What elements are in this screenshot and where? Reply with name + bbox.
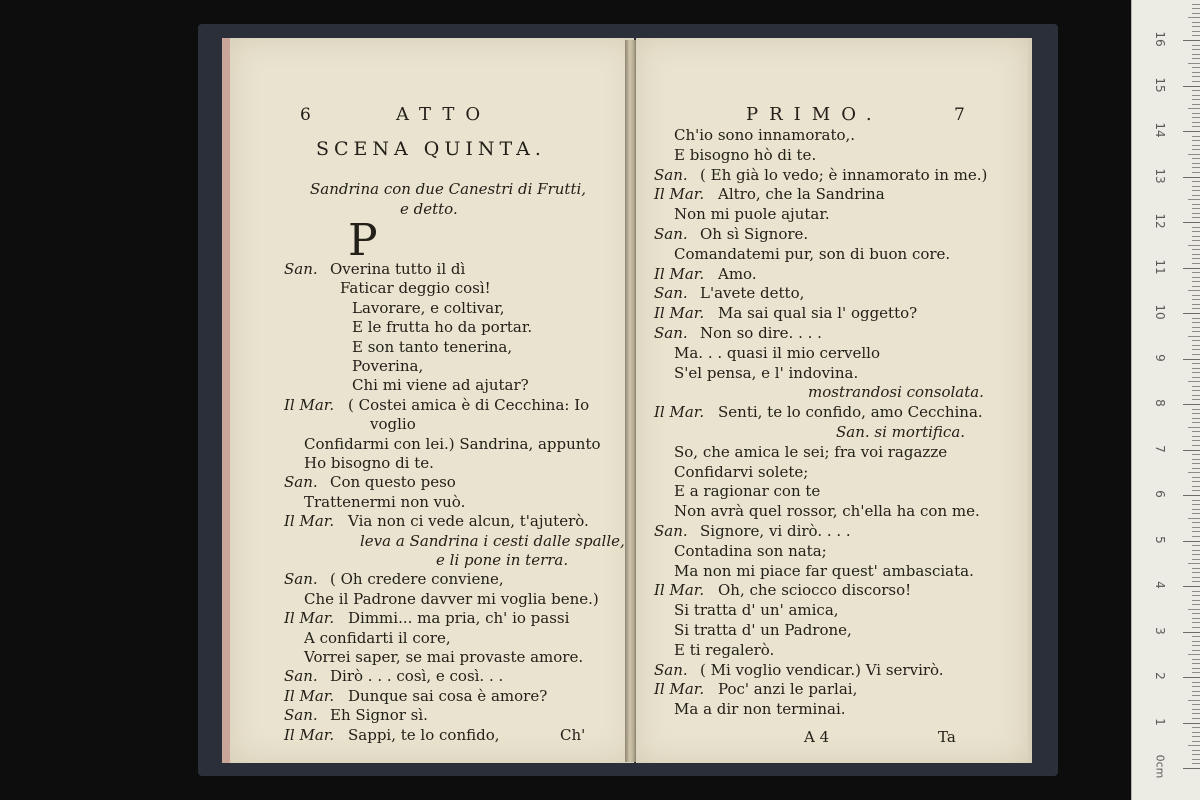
ruler-tick <box>1192 190 1200 191</box>
ruler-tick <box>1188 290 1200 291</box>
ruler-tick <box>1192 208 1200 209</box>
ruler-number: 11 <box>1153 258 1167 275</box>
speaker-label: San. <box>284 706 318 725</box>
ruler-tick <box>1188 381 1200 382</box>
verse-line: Altro, che la Sandrina <box>718 185 885 204</box>
stage-direction-line: leva a Sandrina i cesti dalle spalle, <box>360 531 625 550</box>
verse-line: ( Eh già lo vedo; è innamorato in me.) <box>700 165 988 184</box>
ruler-tick <box>1192 399 1200 400</box>
verse-line: Lavorare, e coltivar, <box>352 298 505 317</box>
stage-direction: e detto. <box>400 200 458 218</box>
verse-line: Si tratta d' un' amica, <box>674 601 839 620</box>
ruler-tick <box>1192 622 1200 623</box>
ruler-tick <box>1192 509 1200 510</box>
ruler-tick <box>1192 613 1200 614</box>
ruler-tick <box>1192 490 1200 491</box>
verse-line: Confidarmi con lei.) Sandrina, appunto <box>304 434 601 453</box>
ruler-tick <box>1188 17 1200 18</box>
verse-line: ( Costei amica è di Cecchina: Io <box>348 395 590 414</box>
verse-line: Non so dire. . . . <box>700 324 822 342</box>
speaker-label: San. <box>654 522 688 540</box>
ruler-tick <box>1192 340 1200 341</box>
verse-line: Con questo peso <box>330 473 456 492</box>
ruler-tick <box>1192 240 1200 241</box>
ruler-tick <box>1192 672 1200 673</box>
ruler-tick <box>1192 172 1200 173</box>
ruler-tick <box>1192 22 1200 23</box>
verse-line: S'el pensa, e l' indovina. <box>674 363 859 382</box>
verse-line: Comandatemi pur, son di buon core. <box>674 244 951 263</box>
ruler-tick <box>1192 645 1200 646</box>
ruler-tick <box>1192 186 1200 187</box>
right-running-head: PRIMO. <box>746 104 883 125</box>
signature-mark: A 4 <box>804 728 830 746</box>
ruler-tick <box>1188 609 1200 610</box>
ruler-tick <box>1192 750 1200 751</box>
ruler-tick <box>1192 618 1200 619</box>
ruler-tick <box>1183 268 1200 269</box>
ruler-tick <box>1192 445 1200 446</box>
ruler-tick <box>1188 518 1200 519</box>
ruler-tick <box>1192 281 1200 282</box>
ruler-tick <box>1192 545 1200 546</box>
verse-line: Dirò . . . così, e così. . . <box>330 667 504 686</box>
speaker-label: Il Mar. <box>654 304 705 323</box>
verse-line: Ma sai qual sia l' oggetto? <box>718 304 918 323</box>
speaker-label: San. <box>284 260 318 278</box>
ruler-tick <box>1192 372 1200 373</box>
ruler-tick <box>1192 709 1200 710</box>
ruler-tick <box>1192 481 1200 482</box>
ruler-tick <box>1192 668 1200 669</box>
ruler-tick <box>1192 604 1200 605</box>
ruler-tick <box>1192 45 1200 46</box>
ruler-tick <box>1192 304 1200 305</box>
ruler-number: 16 <box>1153 31 1167 47</box>
ruler-tick <box>1192 126 1200 127</box>
ruler-tick <box>1188 745 1200 746</box>
ruler-number: 2 <box>1153 672 1167 680</box>
ruler-tick <box>1192 263 1200 264</box>
ruler-tick <box>1192 454 1200 455</box>
ruler-tick <box>1192 504 1200 505</box>
verse-line: Che il Padrone davver mi voglia bene.) <box>304 589 599 608</box>
ruler-tick <box>1188 336 1200 337</box>
ruler-tick <box>1188 245 1200 246</box>
ruler-tick <box>1192 136 1200 137</box>
verse-line: E le frutta ho da portar. <box>352 318 533 337</box>
ruler-tick <box>1192 26 1200 27</box>
left-running-head: ATTO <box>396 104 492 125</box>
verse-line: Amo. <box>718 264 757 283</box>
ruler-tick <box>1192 413 1200 414</box>
ruler-tick <box>1192 395 1200 396</box>
ruler-tick <box>1192 581 1200 582</box>
ruler-tick <box>1192 299 1200 300</box>
ruler-tick <box>1192 258 1200 259</box>
verse-line: Senti, te lo confido, amo Cecchina. <box>718 403 983 422</box>
speaker-label: Il Mar. <box>654 185 705 204</box>
verse-line: Ho bisogno di te. <box>304 454 434 472</box>
ruler-number: 8 <box>1153 399 1167 407</box>
ruler-tick <box>1192 577 1200 578</box>
ruler-tick <box>1192 345 1200 346</box>
verse-line: L'avete detto, <box>700 284 805 303</box>
ruler-tick <box>1192 559 1200 560</box>
ruler-tick <box>1192 13 1200 14</box>
verse-line: E ti regalerò. <box>674 640 775 659</box>
speaker-label: Il Mar. <box>654 581 705 600</box>
ruler-tick <box>1183 359 1200 360</box>
verse-line: Oh sì Signore. <box>700 225 809 243</box>
ruler-tick <box>1192 390 1200 391</box>
ruler-tick <box>1183 404 1200 405</box>
ruler-number: 6 <box>1153 490 1167 498</box>
ruler-tick <box>1183 723 1200 724</box>
verse-line: Signore, vi dirò. . . . <box>700 522 851 540</box>
ruler-tick <box>1192 295 1200 296</box>
ruler-tick <box>1192 145 1200 146</box>
ruler-tick <box>1183 131 1200 132</box>
stage-direction-line: e li pone in terra. <box>436 551 569 569</box>
speaker-label: San. <box>284 570 318 589</box>
speaker-label: San. <box>284 473 318 492</box>
ruler-tick <box>1183 177 1200 178</box>
scene-title: SCENA QUINTA. <box>316 138 546 160</box>
ruler-tick <box>1183 677 1200 678</box>
verse-line: Vorrei saper, se mai provaste amore. <box>304 648 584 666</box>
ruler-tick <box>1188 700 1200 701</box>
left-page <box>222 38 634 763</box>
ruler-tick <box>1192 236 1200 237</box>
ruler-tick <box>1183 768 1200 769</box>
catchword: Ch' <box>560 726 586 744</box>
verse-line: Ma a dir non terminai. <box>674 700 846 719</box>
ruler-tick <box>1192 718 1200 719</box>
verse-line: Contadina son nata; <box>674 541 827 560</box>
ruler-tick <box>1188 472 1200 473</box>
ruler-tick <box>1192 213 1200 214</box>
ruler-tick <box>1192 167 1200 168</box>
ruler-tick <box>1192 691 1200 692</box>
speaker-label: San. <box>654 324 688 342</box>
ruler-tick <box>1192 741 1200 742</box>
ruler-tick <box>1192 736 1200 737</box>
verse-line: Overina tutto il dì <box>330 260 466 278</box>
verse-line: A confidarti il core, <box>304 628 451 647</box>
ruler-tick <box>1192 249 1200 250</box>
verse-line: Poc' anzi le parlai, <box>718 680 858 699</box>
ruler-number: 7 <box>1153 444 1167 453</box>
ruler-tick <box>1192 513 1200 514</box>
speaker-label: Il Mar. <box>284 395 335 414</box>
ruler-tick <box>1183 541 1200 542</box>
ruler-tick <box>1183 86 1200 87</box>
ruler-tick <box>1192 459 1200 460</box>
speaker-label: Il Mar. <box>284 725 335 744</box>
verse-line: Ma. . . quasi il mio cervello <box>674 343 880 362</box>
speaker-label: San. <box>654 660 688 679</box>
ruler-tick <box>1192 522 1200 523</box>
ruler-number: 4 <box>1153 581 1167 589</box>
ruler-tick <box>1192 4 1200 5</box>
ruler-tick <box>1192 409 1200 410</box>
ruler-tick <box>1192 67 1200 68</box>
ruler-tick <box>1192 659 1200 660</box>
catchword: Ta <box>938 728 956 746</box>
verse-line: ( Oh credere conviene, <box>330 570 504 589</box>
ruler-tick <box>1192 600 1200 601</box>
measuring-ruler <box>1131 0 1200 800</box>
ruler-tick <box>1192 99 1200 100</box>
ruler-tick <box>1192 663 1200 664</box>
speaker-label: San. <box>654 165 688 184</box>
ruler-tick <box>1183 586 1200 587</box>
speaker-label: Il Mar. <box>284 609 335 628</box>
ruler-tick <box>1192 204 1200 205</box>
ruler-tick <box>1192 713 1200 714</box>
ruler-tick <box>1192 95 1200 96</box>
ruler-tick <box>1192 431 1200 432</box>
ruler-tick <box>1192 90 1200 91</box>
ruler-tick <box>1192 227 1200 228</box>
ruler-number: 5 <box>1153 535 1167 544</box>
ruler-tick <box>1183 495 1200 496</box>
ruler-tick <box>1192 286 1200 287</box>
ruler-tick <box>1192 477 1200 478</box>
ruler-tick <box>1192 254 1200 255</box>
ruler-tick <box>1192 277 1200 278</box>
verse-line: E son tanto tenerina, <box>352 337 513 356</box>
ruler-tick <box>1192 763 1200 764</box>
ruler-tick <box>1192 8 1200 9</box>
ruler-tick <box>1192 195 1200 196</box>
ruler-tick <box>1192 58 1200 59</box>
right-page <box>636 38 1032 763</box>
ruler-tick <box>1192 550 1200 551</box>
ruler-tick <box>1192 732 1200 733</box>
ruler-tick <box>1192 272 1200 273</box>
verse-line: Eh Signor sì. <box>330 706 428 725</box>
ruler-tick <box>1192 54 1200 55</box>
ruler-tick <box>1192 149 1200 150</box>
ruler-tick <box>1192 163 1200 164</box>
ruler-tick <box>1192 117 1200 118</box>
ruler-tick <box>1192 595 1200 596</box>
ruler-tick <box>1192 650 1200 651</box>
ruler-tick <box>1192 572 1200 573</box>
ruler-number: 13 <box>1153 167 1167 184</box>
verse-line: Chi mi viene ad ajutar? <box>352 376 529 395</box>
ruler-tick <box>1192 468 1200 469</box>
ruler-tick <box>1192 308 1200 309</box>
stage-direction: Sandrina con due Canestri di Frutti, <box>310 180 587 198</box>
ruler-tick <box>1192 686 1200 687</box>
ruler-tick <box>1192 377 1200 378</box>
drop-cap: P <box>348 215 378 266</box>
ruler-tick <box>1192 31 1200 32</box>
verse-line: voglio <box>370 415 416 434</box>
verse-line: ( Mi voglio vendicar.) Vi servirò. <box>700 660 944 679</box>
ruler-tick <box>1192 363 1200 364</box>
ruler-number: 15 <box>1153 76 1167 93</box>
ruler-tick <box>1192 536 1200 537</box>
verse-line: E a ragionar con te <box>674 482 821 501</box>
ruler-tick <box>1192 591 1200 592</box>
ruler-tick <box>1192 641 1200 642</box>
right-page-number: 7 <box>954 105 965 125</box>
ruler-tick <box>1192 531 1200 532</box>
verse-line: Confidarvi solete; <box>674 462 809 481</box>
ruler-tick <box>1192 386 1200 387</box>
ruler-tick <box>1192 158 1200 159</box>
ruler-tick <box>1183 222 1200 223</box>
ruler-tick <box>1192 440 1200 441</box>
ruler-tick <box>1183 450 1200 451</box>
ruler-tick <box>1188 63 1200 64</box>
ruler-tick <box>1192 49 1200 50</box>
verse-line: Ma non mi piace far quest' ambasciata. <box>674 561 974 580</box>
ruler-tick <box>1188 199 1200 200</box>
ruler-tick <box>1192 231 1200 232</box>
ruler-number: 1 <box>1153 717 1167 726</box>
ruler-tick <box>1192 554 1200 555</box>
ruler-tick <box>1192 759 1200 760</box>
ruler-tick <box>1188 154 1200 155</box>
speaker-label: Il Mar. <box>654 403 705 422</box>
ruler-tick <box>1192 35 1200 36</box>
verse-line: Oh, che sciocco discorso! <box>718 581 912 600</box>
ruler-tick <box>1192 327 1200 328</box>
ruler-tick <box>1192 727 1200 728</box>
ruler-tick <box>1192 354 1200 355</box>
ruler-tick <box>1192 500 1200 501</box>
ruler-tick <box>1192 627 1200 628</box>
ruler-tick <box>1192 368 1200 369</box>
ruler-tick <box>1183 632 1200 633</box>
ruler-tick <box>1192 318 1200 319</box>
ruler-tick <box>1188 563 1200 564</box>
ruler-tick <box>1192 104 1200 105</box>
speaker-label: San. <box>654 284 688 303</box>
verse-line: Non mi puole ajutar. <box>674 205 830 224</box>
verse-line: Sappi, te lo confido, <box>348 725 500 744</box>
stage-direction-line: mostrandosi consolata. <box>808 383 984 402</box>
speaker-label: San. <box>654 225 688 243</box>
ruler-tick <box>1192 636 1200 637</box>
verse-line: Non avrà quel rossor, ch'ella ha con me. <box>674 502 980 521</box>
ruler-tick <box>1188 427 1200 428</box>
ruler-tick <box>1192 76 1200 77</box>
ruler-tick <box>1192 527 1200 528</box>
verse-line: Si tratta d' un Padrone, <box>674 621 852 639</box>
ruler-tick <box>1183 40 1200 41</box>
ruler-tick <box>1192 418 1200 419</box>
ruler-tick <box>1192 436 1200 437</box>
ruler-tick <box>1188 654 1200 655</box>
ruler-tick <box>1192 695 1200 696</box>
stage-direction-line: San. si mortifica. <box>836 423 966 441</box>
verse-line: Via non ci vede alcun, t'ajuterò. <box>348 512 589 531</box>
ruler-tick <box>1192 349 1200 350</box>
verse-line: Dimmi... ma pria, ch' io passi <box>348 609 570 628</box>
speaker-label: San. <box>284 667 318 686</box>
ruler-number: 14 <box>1153 122 1167 138</box>
ruler-tick <box>1192 140 1200 141</box>
ruler-tick <box>1192 72 1200 73</box>
ruler-tick <box>1192 81 1200 82</box>
verse-line: Dunque sai cosa è amore? <box>348 686 548 705</box>
ruler-number: 10 <box>1153 304 1167 320</box>
ruler-unit-label: 0cm <box>1153 754 1167 779</box>
left-page-number: 6 <box>300 105 311 125</box>
verse-line: So, che amica le sei; fra voi ragazze <box>674 442 948 461</box>
ruler-tick <box>1192 463 1200 464</box>
ruler-tick <box>1192 331 1200 332</box>
verse-line: Trattenermi non vuò. <box>304 492 466 511</box>
ruler-number: 9 <box>1153 353 1167 362</box>
verse-line: Poverina, <box>352 357 424 375</box>
ruler-tick <box>1192 682 1200 683</box>
ruler-tick <box>1192 486 1200 487</box>
ruler-tick <box>1188 108 1200 109</box>
ruler-tick <box>1192 217 1200 218</box>
speaker-label: Il Mar. <box>654 680 705 699</box>
ruler-tick <box>1183 313 1200 314</box>
ruler-tick <box>1192 568 1200 569</box>
ruler-tick <box>1192 322 1200 323</box>
ruler-tick <box>1192 754 1200 755</box>
verse-line: E bisogno hò di te. <box>674 145 817 164</box>
ruler-tick <box>1192 113 1200 114</box>
ruler-number: 12 <box>1153 213 1167 229</box>
ruler-number: 3 <box>1153 626 1167 635</box>
ruler-tick <box>1192 181 1200 182</box>
verse-line: Ch'io sono innamorato,. <box>674 126 856 144</box>
speaker-label: Il Mar. <box>284 512 335 531</box>
verse-line: Faticar deggio così! <box>340 279 491 298</box>
speaker-label: Il Mar. <box>654 264 705 283</box>
speaker-label: Il Mar. <box>284 686 335 705</box>
ruler-tick <box>1192 422 1200 423</box>
ruler-tick <box>1192 122 1200 123</box>
ruler-tick <box>1192 704 1200 705</box>
